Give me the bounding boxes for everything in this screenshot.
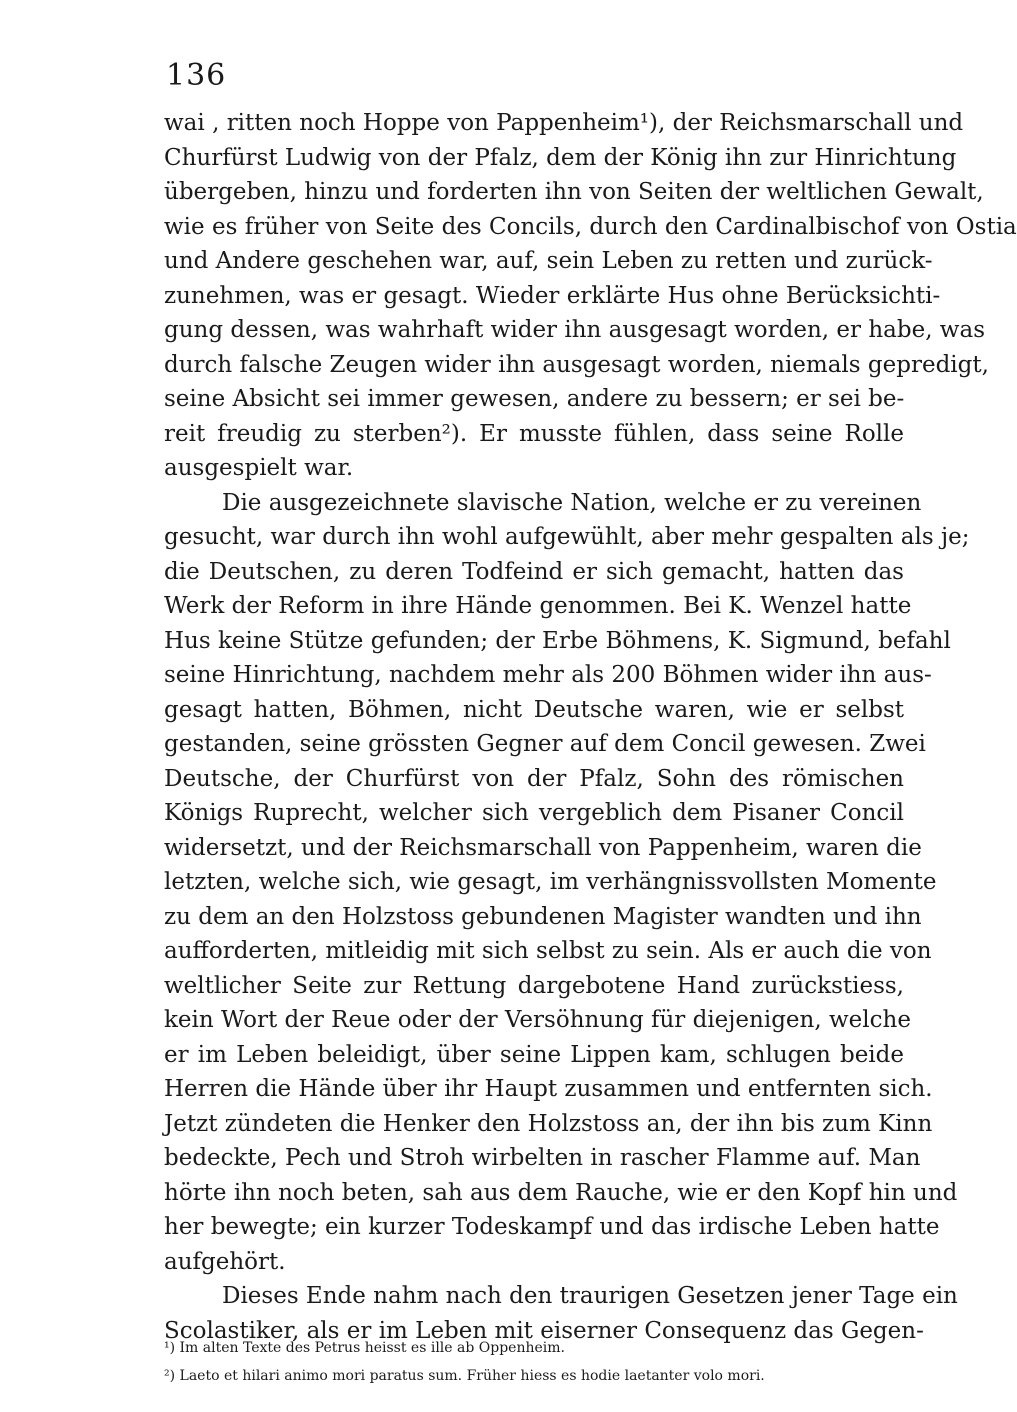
- text-line: durch falsche Zeugen wider ihn ausgesagt worden, niemals gepredigt,: [164, 351, 989, 378]
- text-line: kein Wort der Reue oder der Versöhnung für diejenigen, welche: [164, 1007, 911, 1033]
- footnote: ²) Laeto et hilari animo mori paratus sum. Früher hiess es hodie laetanter volo mori.: [164, 1368, 765, 1384]
- text-line: Dieses Ende nahm nach den traurigen Gesetzen jener Tage ein: [222, 1283, 958, 1309]
- text-line: ausgespielt war.: [164, 455, 354, 481]
- text-line: widersetzt, und der Reichsmarschall von Pappenheim, waren die: [164, 834, 922, 861]
- text-line: gesagt hatten, Böhmen, nicht Deutsche waren, wie er selbst: [164, 696, 904, 723]
- text-line: her bewegte; ein kurzer Todeskampf und das irdische Leben hatte: [164, 1214, 940, 1240]
- text-line: Hus keine Stütze gefunden; der Erbe Böhmens, K. Sigmund, befahl: [164, 627, 951, 654]
- text-line: weltlicher Seite zur Rettung dargebotene Hand zurückstiess,: [164, 972, 904, 999]
- text-line: letzten, welche sich, wie gesagt, im verhängnissvollsten Momente: [164, 869, 937, 895]
- text-line: Werk der Reform in ihre Hände genommen. Bei K. Wenzel hatte: [164, 593, 912, 619]
- text-line: Scolastiker, als er im Leben mit eiserner Consequenz das Gegen-: [164, 1317, 924, 1344]
- text-line: aufgehört.: [164, 1248, 286, 1275]
- text-line: Deutsche, der Churfürst von der Pfalz, Sohn des römischen: [164, 765, 904, 792]
- text-line: reit freudig zu sterben²). Er musste fühlen, dass seine Rolle: [164, 420, 904, 447]
- text-line: Churfürst Ludwig von der Pfalz, dem der König ihn zur Hinrichtung: [164, 144, 957, 171]
- text-line: bedeckte, Pech und Stroh wirbelten in rascher Flamme auf. Man: [164, 1145, 921, 1171]
- text-line: die Deutschen, zu deren Todfeind er sich gemacht, hatten das: [164, 558, 904, 585]
- text-line: wie es früher von Seite des Concils, durch den Cardinalbischof von Ostia: [164, 213, 1017, 240]
- text-line: Die ausgezeichnete slavische Nation, welche er zu vereinen: [222, 489, 922, 516]
- footnotes: [164, 1334, 904, 1390]
- text-line: er im Leben beleidigt, über seine Lippen kam, schlugen beide: [164, 1041, 904, 1068]
- footnote: ¹) Im alten Texte des Petrus heisst es ille ab Oppenheim.: [164, 1340, 565, 1356]
- text-line: seine Absicht sei immer gewesen, andere zu bessern; er sei be-: [164, 386, 905, 412]
- page-number: 136: [166, 58, 227, 93]
- text-line: und Andere geschehen war, auf, sein Leben zu retten und zurück-: [164, 248, 933, 274]
- text-line: seine Hinrichtung, nachdem mehr als 200 Böhmen wider ihn aus-: [164, 662, 932, 688]
- text-line: zunehmen, was er gesagt. Wieder erklärte Hus ohne Berücksichti-: [164, 282, 941, 309]
- text-line: übergeben, hinzu und forderten ihn von Seiten der weltlichen Gewalt,: [164, 179, 984, 205]
- text-line: Herren die Hände über ihr Haupt zusammen und entfernten sich.: [164, 1076, 933, 1102]
- text-line: zu dem an den Holzstoss gebundenen Magister wandten und ihn: [164, 903, 922, 930]
- text-line: Jetzt zündeten die Henker den Holzstoss an, der ihn bis zum Kinn: [164, 1110, 933, 1137]
- text-line: gung dessen, was wahrhaft wider ihn ausgesagt worden, er habe, was: [164, 317, 986, 343]
- text-line: gesucht, war durch ihn wohl aufgewühlt, aber mehr gespalten als je;: [164, 524, 970, 550]
- body-text: [164, 106, 1017, 1348]
- text-line: aufforderten, mitleidig mit sich selbst zu sein. Als er auch die von: [164, 938, 932, 964]
- text-line: wai , ritten noch Hoppe von Pappenheim¹), der Reichsmarschall und: [164, 110, 964, 136]
- text-line: hörte ihn noch beten, sah aus dem Rauche, wie er den Kopf hin und: [164, 1179, 958, 1206]
- text-line: Königs Ruprecht, welcher sich vergeblich dem Pisaner Concil: [164, 800, 904, 826]
- text-line: gestanden, seine grössten Gegner auf dem Concil gewesen. Zwei: [164, 731, 926, 757]
